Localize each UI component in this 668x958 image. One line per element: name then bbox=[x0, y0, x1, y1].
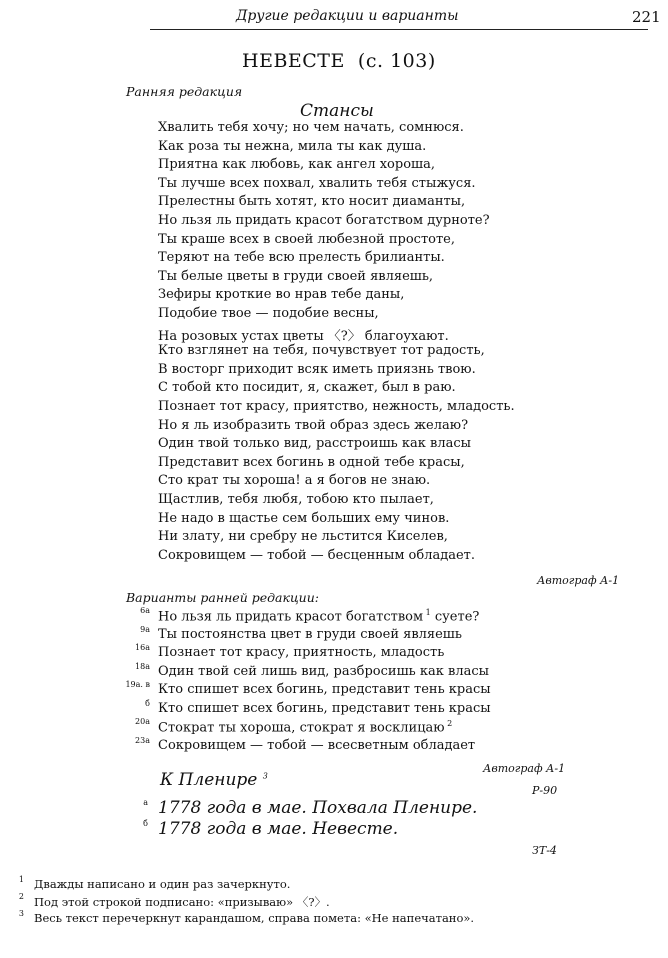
dated-heading: 1778 года в мае. Невесте. bbox=[158, 819, 399, 839]
page-title: НЕВЕСТЕ (с. 103) bbox=[242, 50, 436, 72]
source-autograph-a1: Автограф А-1 bbox=[537, 574, 620, 587]
poem-line: Сокровищем — тобой — бесценным обладает. bbox=[158, 547, 475, 563]
page-number: 221 bbox=[632, 8, 661, 26]
poem-line: Но льзя ль придать красот богатством дурноте? bbox=[158, 213, 490, 228]
dated-heading: 1778 года в мае. Похвала Пленире. bbox=[158, 798, 478, 818]
variant-line bbox=[158, 664, 489, 679]
poem-title: Стансы bbox=[300, 101, 374, 121]
poem-line: Сто крат ты хороша! а я богов не знаю. bbox=[158, 473, 431, 489]
variants-label: Варианты ранней редакции: bbox=[126, 590, 319, 605]
footnote-number: 1 bbox=[18, 875, 24, 884]
poem-line: Щастлив, тебя любя, тобою кто пылает, bbox=[158, 492, 434, 507]
variant-text: Стократ ты хороша, стократ я восклицаю bbox=[158, 720, 445, 736]
poem-line: Кто взглянет на тебя, почувствует тот радость, bbox=[158, 343, 485, 359]
variant-text: Кто спишет всех богинь, представит тень красы bbox=[158, 700, 491, 716]
variant-line-number: 16а bbox=[135, 643, 150, 652]
poem-line: Не надо в щастье сем больших ему чинов. bbox=[158, 510, 450, 526]
poem-line: Ты белые цветы в груди своей являешь, bbox=[158, 268, 434, 284]
variant-line-number: 9а bbox=[140, 624, 150, 634]
variant-line-number: 23а bbox=[135, 735, 150, 745]
plenire-title bbox=[160, 770, 268, 790]
poem-line: Один твой только вид, расстроишь как власы bbox=[158, 436, 471, 452]
poem-line: Ты краше всех в своей любезной простоте, bbox=[158, 231, 455, 247]
poem-line: Но я ль изобразить твой образ здесь желаю? bbox=[158, 417, 469, 433]
variant-line-number: 20а bbox=[135, 717, 150, 726]
plenire-title-text: К Пленире bbox=[160, 770, 258, 790]
variant-text: Кто спишет всех богинь, представит тень красы bbox=[158, 682, 491, 697]
early-edition-label: Ранняя редакция bbox=[126, 84, 243, 99]
poem-line: Познает тот красу, приятство, нежность, младость. bbox=[158, 399, 515, 414]
variant-line-number: 19а. в bbox=[125, 680, 150, 689]
variant-line bbox=[158, 701, 491, 716]
poem-line: С тобой кто посидит, я, скажет, был в раю. bbox=[158, 380, 456, 396]
footnote-mark: 1 bbox=[423, 608, 431, 617]
variant-line bbox=[158, 719, 452, 735]
footnote-mark: 2 bbox=[444, 719, 453, 728]
variant-line bbox=[158, 738, 475, 753]
poem-line: Приятна как любовь, как ангел хороша, bbox=[158, 157, 436, 173]
variant-line bbox=[158, 627, 462, 642]
poem-line: Как роза ты нежна, мила ты как душа. bbox=[158, 138, 427, 154]
footnote-text: Весь текст перечеркнут карандашом, справа помета: «Не напечатано». bbox=[34, 911, 475, 925]
source-r90: Р-90 bbox=[532, 784, 558, 797]
poem-line: Ни злату, ни сребру не льстится Киселев, bbox=[158, 529, 448, 545]
footnote-number: 2 bbox=[18, 892, 24, 901]
variant-line bbox=[158, 682, 491, 697]
variant-line bbox=[158, 645, 444, 660]
poem-line: На розовых устах цветы 〈?〉 благоухают. bbox=[158, 328, 449, 344]
poem-line: Представит всех богинь в одной тебе красы, bbox=[158, 454, 465, 470]
source-autograph-a1-second: Автограф А-1 bbox=[483, 762, 566, 775]
variant-text: Но льзя ль придать красот богатством bbox=[158, 609, 424, 625]
variant-text: Сокровищем — тобой — всесветным обладает bbox=[158, 737, 476, 753]
poem-line: Хвалить тебя хочу; но чем начать, сомнюся. bbox=[158, 120, 464, 135]
footnote-number: 3 bbox=[18, 909, 24, 918]
footnote-text: Под этой строкой подписано: «призываю» 〈?〉. bbox=[34, 895, 330, 909]
dated-mark: а bbox=[143, 798, 148, 807]
variant-line-number: б bbox=[145, 698, 150, 708]
plenire-footnote-mark: 3 bbox=[262, 771, 268, 781]
poem-line: Теряют на тебе всю прелесть брилианты. bbox=[158, 250, 445, 266]
variant-text: Один твой сей лишь вид, разбросишь как власы bbox=[158, 663, 489, 679]
dated-mark: б bbox=[143, 819, 148, 828]
footnote-text: Дважды написано и один раз зачеркнуто. bbox=[34, 877, 291, 891]
source-zt4: ЗТ-4 bbox=[532, 844, 557, 857]
poem-line: Прелестны быть хотят, кто носит диаманты, bbox=[158, 194, 466, 210]
variant-line bbox=[158, 608, 479, 624]
variant-text: Ты постоянства цвет в груди своей являешь bbox=[158, 626, 462, 642]
variant-tail: суете? bbox=[430, 609, 480, 625]
variant-line-number: 18а bbox=[135, 661, 150, 671]
variant-text: Познает тот красу, приятность, младость bbox=[158, 645, 445, 660]
poem-line: В восторг приходит всяк иметь приязнь твою. bbox=[158, 361, 476, 377]
poem-line: Подобие твое — подобие весны, bbox=[158, 306, 379, 321]
poem-line: Ты лучше всех похвал, хвалить тебя стыжуся. bbox=[158, 175, 476, 191]
header-rule bbox=[150, 29, 648, 30]
running-title: Другие редакции и варианты bbox=[236, 8, 459, 24]
poem-line: Зефиры кроткие во нрав тебе даны, bbox=[158, 287, 405, 303]
variant-line-number: 6а bbox=[140, 606, 150, 615]
